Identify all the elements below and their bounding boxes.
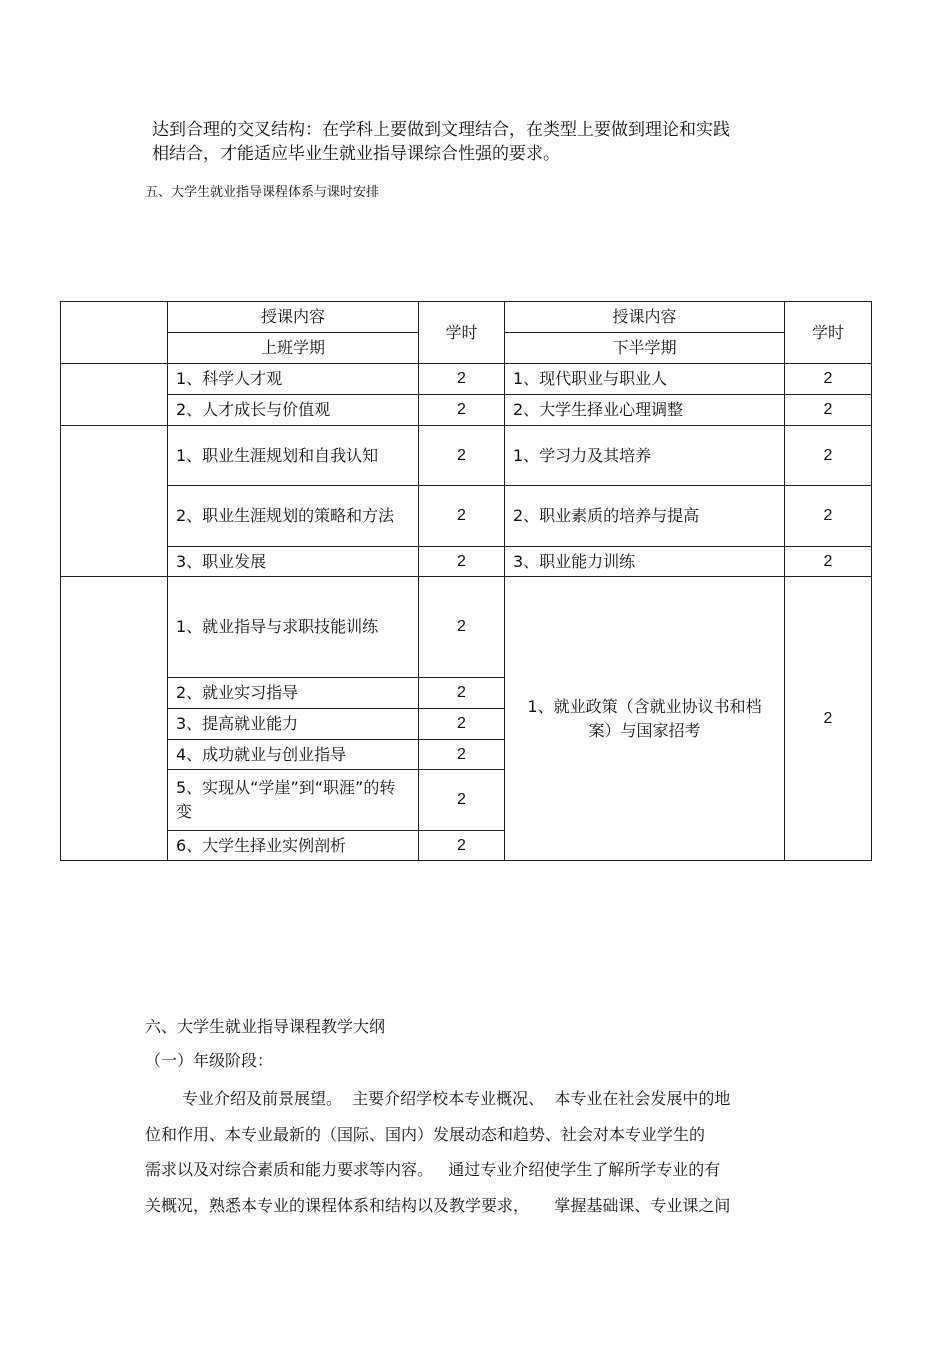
table-row — [61, 395, 872, 426]
header-blank-cell — [61, 302, 168, 364]
hours-left: 2 — [419, 577, 505, 678]
course-left: 6、大学生择业实例剖析 — [168, 831, 419, 861]
course-left: 1、科学人才观 — [168, 364, 419, 395]
subsection-title: （一）年级阶段： — [145, 1051, 274, 1070]
header-content-right: 授课内容 — [505, 302, 785, 333]
header-hours-right: 学时 — [785, 302, 872, 364]
course-left: 2、就业实习指导 — [168, 678, 419, 709]
course-left: 5、实现从“学崖”到“职涯”的转变 — [168, 770, 419, 831]
course-left: 2、人才成长与价值观 — [168, 395, 419, 426]
merged-hours-right: 2 — [785, 577, 872, 861]
course-right: 3、职业能力训练 — [505, 547, 785, 577]
table-row — [61, 547, 872, 577]
course-right: 1、学习力及其培养 — [505, 426, 785, 486]
course-right: 2、大学生择业心理调整 — [505, 395, 785, 426]
header-content-left: 授课内容 — [168, 302, 419, 333]
course-left: 4、成功就业与创业指导 — [168, 740, 419, 770]
hours-left: 2 — [419, 547, 505, 577]
body-line-3: 需求以及对综合素质和能力要求等内容。 通过专业介绍使学生了解所学专业的有 — [145, 1160, 721, 1179]
hours-right: 2 — [785, 547, 872, 577]
merged-course-right: 1、就业政策（含就业协议书和档案）与国家招考 — [505, 577, 785, 861]
hours-right: 2 — [785, 395, 872, 426]
course-left: 2、职业生涯规划的策略和方法 — [168, 486, 419, 547]
course-left: 3、职业发展 — [168, 547, 419, 577]
group-cell — [61, 364, 168, 426]
hours-left: 2 — [419, 831, 505, 861]
hours-right: 2 — [785, 364, 872, 395]
hours-right: 2 — [785, 486, 872, 547]
section-6-title: 六、大学生就业指导课程教学大纲 — [145, 1017, 386, 1036]
header-hours-left: 学时 — [419, 302, 505, 364]
hours-left: 2 — [419, 395, 505, 426]
hours-left: 2 — [419, 486, 505, 547]
table-row — [61, 486, 872, 547]
curriculum-table — [60, 301, 872, 861]
body-line-4: 关概况，熟悉本专业的课程体系和结构以及教学要求， 掌握基础课、专业课之间 — [145, 1196, 731, 1215]
course-left: 1、职业生涯规划和自我认知 — [168, 426, 419, 486]
body-line-1: 专业介绍及前景展望。 主要介绍学校本专业概况、 本专业在社会发展中的地 — [182, 1089, 731, 1108]
table-row — [61, 364, 872, 395]
intro-line-2: 相结合，才能适应毕业生就业指导课综合性强的要求。 — [152, 144, 560, 164]
hours-left: 2 — [419, 364, 505, 395]
course-left: 1、就业指导与求职技能训练 — [168, 577, 419, 678]
course-right: 2、职业素质的培养与提高 — [505, 486, 785, 547]
intro-line-1: 达到合理的交叉结构：在学科上要做到文理结合，在类型上要做到理论和实践 — [152, 120, 730, 140]
group-cell — [61, 426, 168, 577]
hours-right: 2 — [785, 426, 872, 486]
course-right: 1、现代职业与职业人 — [505, 364, 785, 395]
table-row — [61, 577, 872, 678]
body-line-2: 位和作用、本专业最新的（国际、国内）发展动态和趋势、社会对本专业学生的 — [145, 1125, 706, 1144]
course-left: 3、提高就业能力 — [168, 709, 419, 740]
hours-left: 2 — [419, 426, 505, 486]
hours-left: 2 — [419, 709, 505, 740]
hours-left: 2 — [419, 740, 505, 770]
term-second-label: 下半学期 — [505, 333, 785, 364]
group-cell — [61, 577, 168, 861]
table-row — [61, 426, 872, 486]
section-5-title: 五、大学生就业指导课程体系与课时安排 — [145, 185, 380, 200]
hours-left: 2 — [419, 770, 505, 831]
hours-left: 2 — [419, 678, 505, 709]
term-first-label: 上班学期 — [168, 333, 419, 364]
